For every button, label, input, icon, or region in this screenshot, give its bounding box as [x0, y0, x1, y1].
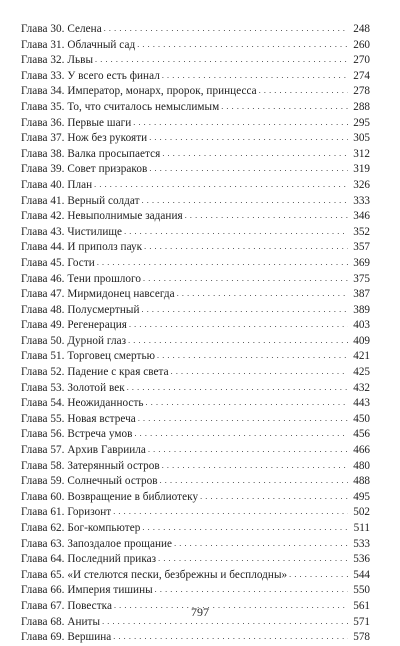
toc-entry-page: 480 — [353, 459, 370, 472]
dot-leader — [104, 21, 348, 37]
toc-entry-title: Глава 45. Гости — [21, 256, 95, 269]
toc-entry — [21, 459, 370, 475]
toc-entry-page: 375 — [353, 272, 370, 285]
toc-entry-title: Глава 40. План — [21, 178, 93, 191]
toc-entry-title: Глава 43. Чистилище — [21, 225, 123, 238]
toc-entry-page: 450 — [353, 412, 370, 425]
dot-leader — [113, 504, 348, 520]
dot-leader — [162, 146, 348, 162]
toc-entry — [21, 537, 370, 553]
toc-entry-title: Глава 52. Падение с края света — [21, 366, 169, 379]
toc-entry — [21, 53, 370, 69]
dot-leader — [171, 364, 348, 380]
toc-entry-title: Глава 67. Повестка — [21, 599, 112, 612]
toc-entry-page: 387 — [353, 288, 370, 301]
dot-leader — [134, 426, 348, 442]
toc-entry-page: 544 — [353, 568, 370, 581]
toc-entry-page: 495 — [353, 490, 370, 503]
toc-entry — [21, 443, 370, 459]
toc-entry — [21, 272, 370, 288]
toc-entry-page: 421 — [353, 350, 370, 363]
toc-entry-page: 319 — [353, 163, 370, 176]
dot-leader — [158, 551, 348, 567]
toc-entry — [21, 490, 370, 506]
dot-leader — [185, 208, 348, 224]
toc-entry-title: Глава 30. Селена — [21, 23, 102, 35]
toc-entry-title: Глава 41. Верный солдат — [21, 194, 140, 207]
dot-leader — [94, 177, 348, 193]
toc-entry-title: Глава 57. Архив Гавриила — [21, 444, 146, 457]
toc-entry-title: Глава 62. Бог-компьютер — [21, 522, 141, 534]
toc-entry-page: 389 — [353, 303, 370, 316]
toc-entry-page: 403 — [353, 319, 370, 332]
toc-entry — [21, 225, 370, 241]
toc-entry-title: Глава 56. Встреча умов — [21, 428, 133, 441]
dot-leader — [142, 193, 348, 209]
toc-entry-title: Глава 44. И приполз паук — [21, 241, 143, 254]
dot-leader — [149, 130, 348, 146]
toc-entry — [21, 100, 370, 116]
toc-entry-page: 295 — [353, 116, 370, 129]
toc-entry-title: Глава 65. «И стелются пески, безбрежны и бесплодны» — [21, 568, 288, 581]
toc-entry — [21, 334, 370, 350]
toc-entry — [21, 427, 370, 443]
toc-entry — [21, 240, 370, 256]
dot-leader — [162, 68, 348, 84]
toc-entry-page: 425 — [353, 366, 370, 379]
dot-leader — [149, 161, 348, 177]
toc-entry — [21, 131, 370, 147]
toc-entry-page: 502 — [353, 506, 370, 519]
dot-leader — [133, 115, 348, 131]
toc-entry — [21, 365, 370, 381]
toc-entry-title: Глава 37. Нож без рукояти — [21, 132, 148, 145]
toc-entry-title: Глава 58. Затерянный остров — [21, 459, 160, 472]
dot-leader — [200, 489, 348, 505]
dot-leader — [113, 629, 348, 645]
dot-leader — [289, 567, 348, 583]
toc-entry-title: Глава 59. Солнечный остров — [21, 475, 158, 488]
toc-entry-page: 326 — [353, 178, 370, 191]
toc-entry-page: 443 — [353, 397, 370, 410]
toc-entry-page: 369 — [353, 256, 370, 269]
toc-entry — [21, 552, 370, 568]
dot-leader — [127, 380, 348, 396]
toc-entry-page: 466 — [353, 444, 370, 457]
toc-entry-title: Глава 53. Золотой век — [21, 381, 125, 394]
toc-entry — [21, 568, 370, 584]
toc-entry — [21, 318, 370, 334]
toc-entry-page: 248 — [353, 23, 370, 35]
dot-leader — [177, 286, 348, 302]
toc-entry-title: Глава 42. Невыполнимые задания — [21, 210, 183, 223]
toc-entry-page: 357 — [353, 241, 370, 254]
page-number: 797 — [191, 605, 209, 619]
toc-entry-page: 578 — [353, 631, 370, 644]
dot-leader — [146, 395, 348, 411]
toc-entry-page: 432 — [353, 381, 370, 394]
dot-leader — [137, 37, 348, 53]
dot-leader — [142, 302, 349, 318]
toc-entry-page: 511 — [353, 522, 370, 534]
toc-entry — [21, 381, 370, 397]
toc-entry — [21, 630, 370, 646]
dot-leader — [138, 411, 348, 427]
dot-leader — [144, 239, 348, 255]
dot-leader — [162, 458, 348, 474]
dot-leader — [143, 271, 348, 287]
toc-entry — [21, 194, 370, 210]
toc-entry-title: Глава 54. Неожиданность — [21, 397, 144, 410]
toc-entry-page: 352 — [353, 225, 370, 238]
dot-leader — [142, 520, 348, 536]
dot-leader — [95, 52, 348, 68]
toc-entry-page: 274 — [353, 69, 370, 82]
toc-entry-page: 288 — [353, 100, 370, 113]
toc-entry-title: Глава 51. Торговец смертью — [21, 350, 156, 363]
toc-entry-title: Глава 39. Совет призраков — [21, 163, 148, 176]
toc-entry — [21, 116, 370, 132]
toc-entry — [21, 505, 370, 521]
toc-entry-title: Глава 55. Новая встреча — [21, 412, 136, 425]
toc-entry-title: Глава 69. Вершина — [21, 631, 112, 644]
toc-entry-title: Глава 31. Облачный сад — [21, 38, 136, 51]
toc-entry-page: 561 — [353, 599, 370, 612]
toc-entry-title: Глава 48. Полусмертный — [21, 303, 140, 316]
toc-entry — [21, 521, 370, 537]
toc-entry-title: Глава 50. Дурной глаз — [21, 334, 127, 347]
toc-entry-page: 312 — [353, 147, 370, 160]
toc-entry-title: Глава 35. То, что считалось немыслимым — [21, 100, 220, 113]
toc-entry-page: 488 — [353, 475, 370, 488]
toc-entry — [21, 162, 370, 178]
dot-leader — [174, 536, 348, 552]
table-of-contents — [21, 22, 370, 646]
toc-entry — [21, 474, 370, 490]
toc-entry-page: 409 — [353, 334, 370, 347]
dot-leader — [157, 348, 348, 364]
dot-leader — [221, 99, 348, 115]
dot-leader — [97, 255, 348, 271]
toc-entry-title: Глава 66. Империя тишины — [21, 584, 153, 597]
toc-entry — [21, 84, 370, 100]
toc-entry-page: 456 — [353, 428, 370, 441]
toc-entry — [21, 22, 370, 38]
toc-entry-page: 278 — [353, 85, 370, 98]
toc-entry — [21, 256, 370, 272]
toc-entry-page: 270 — [353, 54, 370, 67]
toc-entry-title: Глава 49. Регенерация — [21, 319, 127, 332]
toc-entry-title: Глава 46. Тени прошлого — [21, 272, 142, 285]
toc-entry-title: Глава 32. Львы — [21, 54, 94, 67]
toc-entry-page: 333 — [353, 194, 370, 207]
toc-entry-title: Глава 64. Последний приказ — [21, 553, 157, 566]
toc-entry-page: 260 — [353, 38, 370, 51]
toc-entry-title: Глава 38. Валка просыпается — [21, 147, 161, 160]
toc-entry-page: 346 — [353, 210, 370, 223]
toc-entry-title: Глава 68. Аниты — [21, 615, 101, 628]
toc-entry — [21, 349, 370, 365]
toc-entry-title: Глава 36. Первые шаги — [21, 116, 132, 129]
dot-leader — [129, 317, 348, 333]
toc-entry-title: Глава 63. Запоздалое прощание — [21, 537, 173, 550]
toc-entry-title: Глава 60. Возвращение в библиотеку — [21, 490, 199, 503]
dot-leader — [128, 333, 348, 349]
toc-entry — [21, 303, 370, 319]
toc-entry-title: Глава 34. Император, монарх, пророк, принцесса — [21, 85, 257, 98]
toc-entry-page: 305 — [353, 132, 370, 145]
toc-entry-title: Глава 61. Горизонт — [21, 506, 112, 519]
toc-entry-page: 536 — [353, 553, 370, 566]
toc-entry — [21, 209, 370, 225]
toc-entry — [21, 69, 370, 85]
dot-leader — [259, 83, 348, 99]
toc-entry-title: Глава 47. Мирмидонец навсегда — [21, 288, 175, 301]
toc-entry — [21, 178, 370, 194]
toc-entry-page: 533 — [353, 537, 370, 550]
dot-leader — [160, 473, 348, 489]
toc-entry-page: 550 — [353, 584, 370, 597]
toc-entry — [21, 396, 370, 412]
toc-entry — [21, 147, 370, 163]
toc-entry-title: Глава 33. У всего есть финал — [21, 69, 160, 82]
dot-leader — [155, 582, 348, 598]
toc-entry — [21, 583, 370, 599]
dot-leader — [148, 442, 348, 458]
toc-entry — [21, 412, 370, 428]
toc-entry-page: 571 — [353, 615, 370, 628]
toc-entry — [21, 287, 370, 303]
dot-leader — [124, 224, 348, 240]
toc-entry — [21, 38, 370, 54]
